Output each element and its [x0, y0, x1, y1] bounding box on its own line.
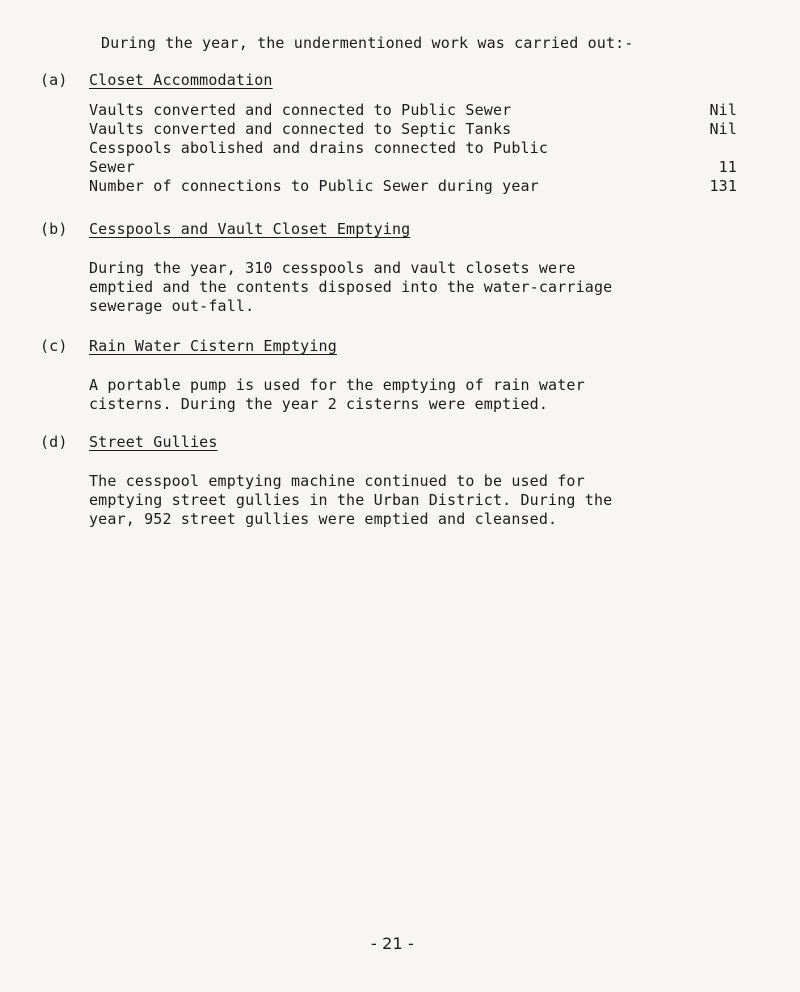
section-b-label: (b): [40, 220, 68, 238]
table-row: [89, 158, 737, 177]
table-row: [89, 177, 737, 196]
section-d-paragraph: The cesspool emptying machine continued to be used for emptying street gullies in the Urban District. During the year, 952 street gullies were emptied and cleansed.: [89, 472, 613, 528]
section-c-label: (c): [40, 337, 68, 355]
section-c-heading: Rain Water Cistern Emptying: [89, 337, 337, 355]
row-value: Nil: [709, 120, 737, 138]
table-row: [89, 120, 737, 139]
row-text: Vaults converted and connected to Public Sewer: [89, 101, 512, 119]
row-value: 11: [718, 158, 737, 176]
section-b-paragraph: During the year, 310 cesspools and vault closets were emptied and the contents disposed into the water-carriage sewerage out-fall.: [89, 259, 613, 315]
section-a-heading: Closet Accommodation: [89, 71, 273, 89]
row-text: Vaults converted and connected to Septic Tanks: [89, 120, 512, 138]
table-row: [89, 101, 737, 120]
section-a-label: (a): [40, 71, 68, 89]
section-c-paragraph: A portable pump is used for the emptying of rain water cisterns. During the year 2 cisterns were emptied.: [89, 376, 585, 413]
row-text: Sewer: [89, 158, 135, 176]
row-value: Nil: [709, 101, 737, 119]
section-d-label: (d): [40, 433, 68, 451]
section-d-heading: Street Gullies: [89, 433, 218, 451]
row-text: Number of connections to Public Sewer during year: [89, 177, 539, 195]
row-value: 131: [709, 177, 737, 195]
row-text: Cesspools abolished and drains connected to Public: [89, 139, 549, 157]
table-row: [89, 139, 737, 158]
section-b-heading: Cesspools and Vault Closet Emptying: [89, 220, 411, 238]
intro-text: During the year, the undermentioned work was carried out:-: [101, 34, 634, 52]
page-number: - 21 -: [371, 934, 414, 953]
